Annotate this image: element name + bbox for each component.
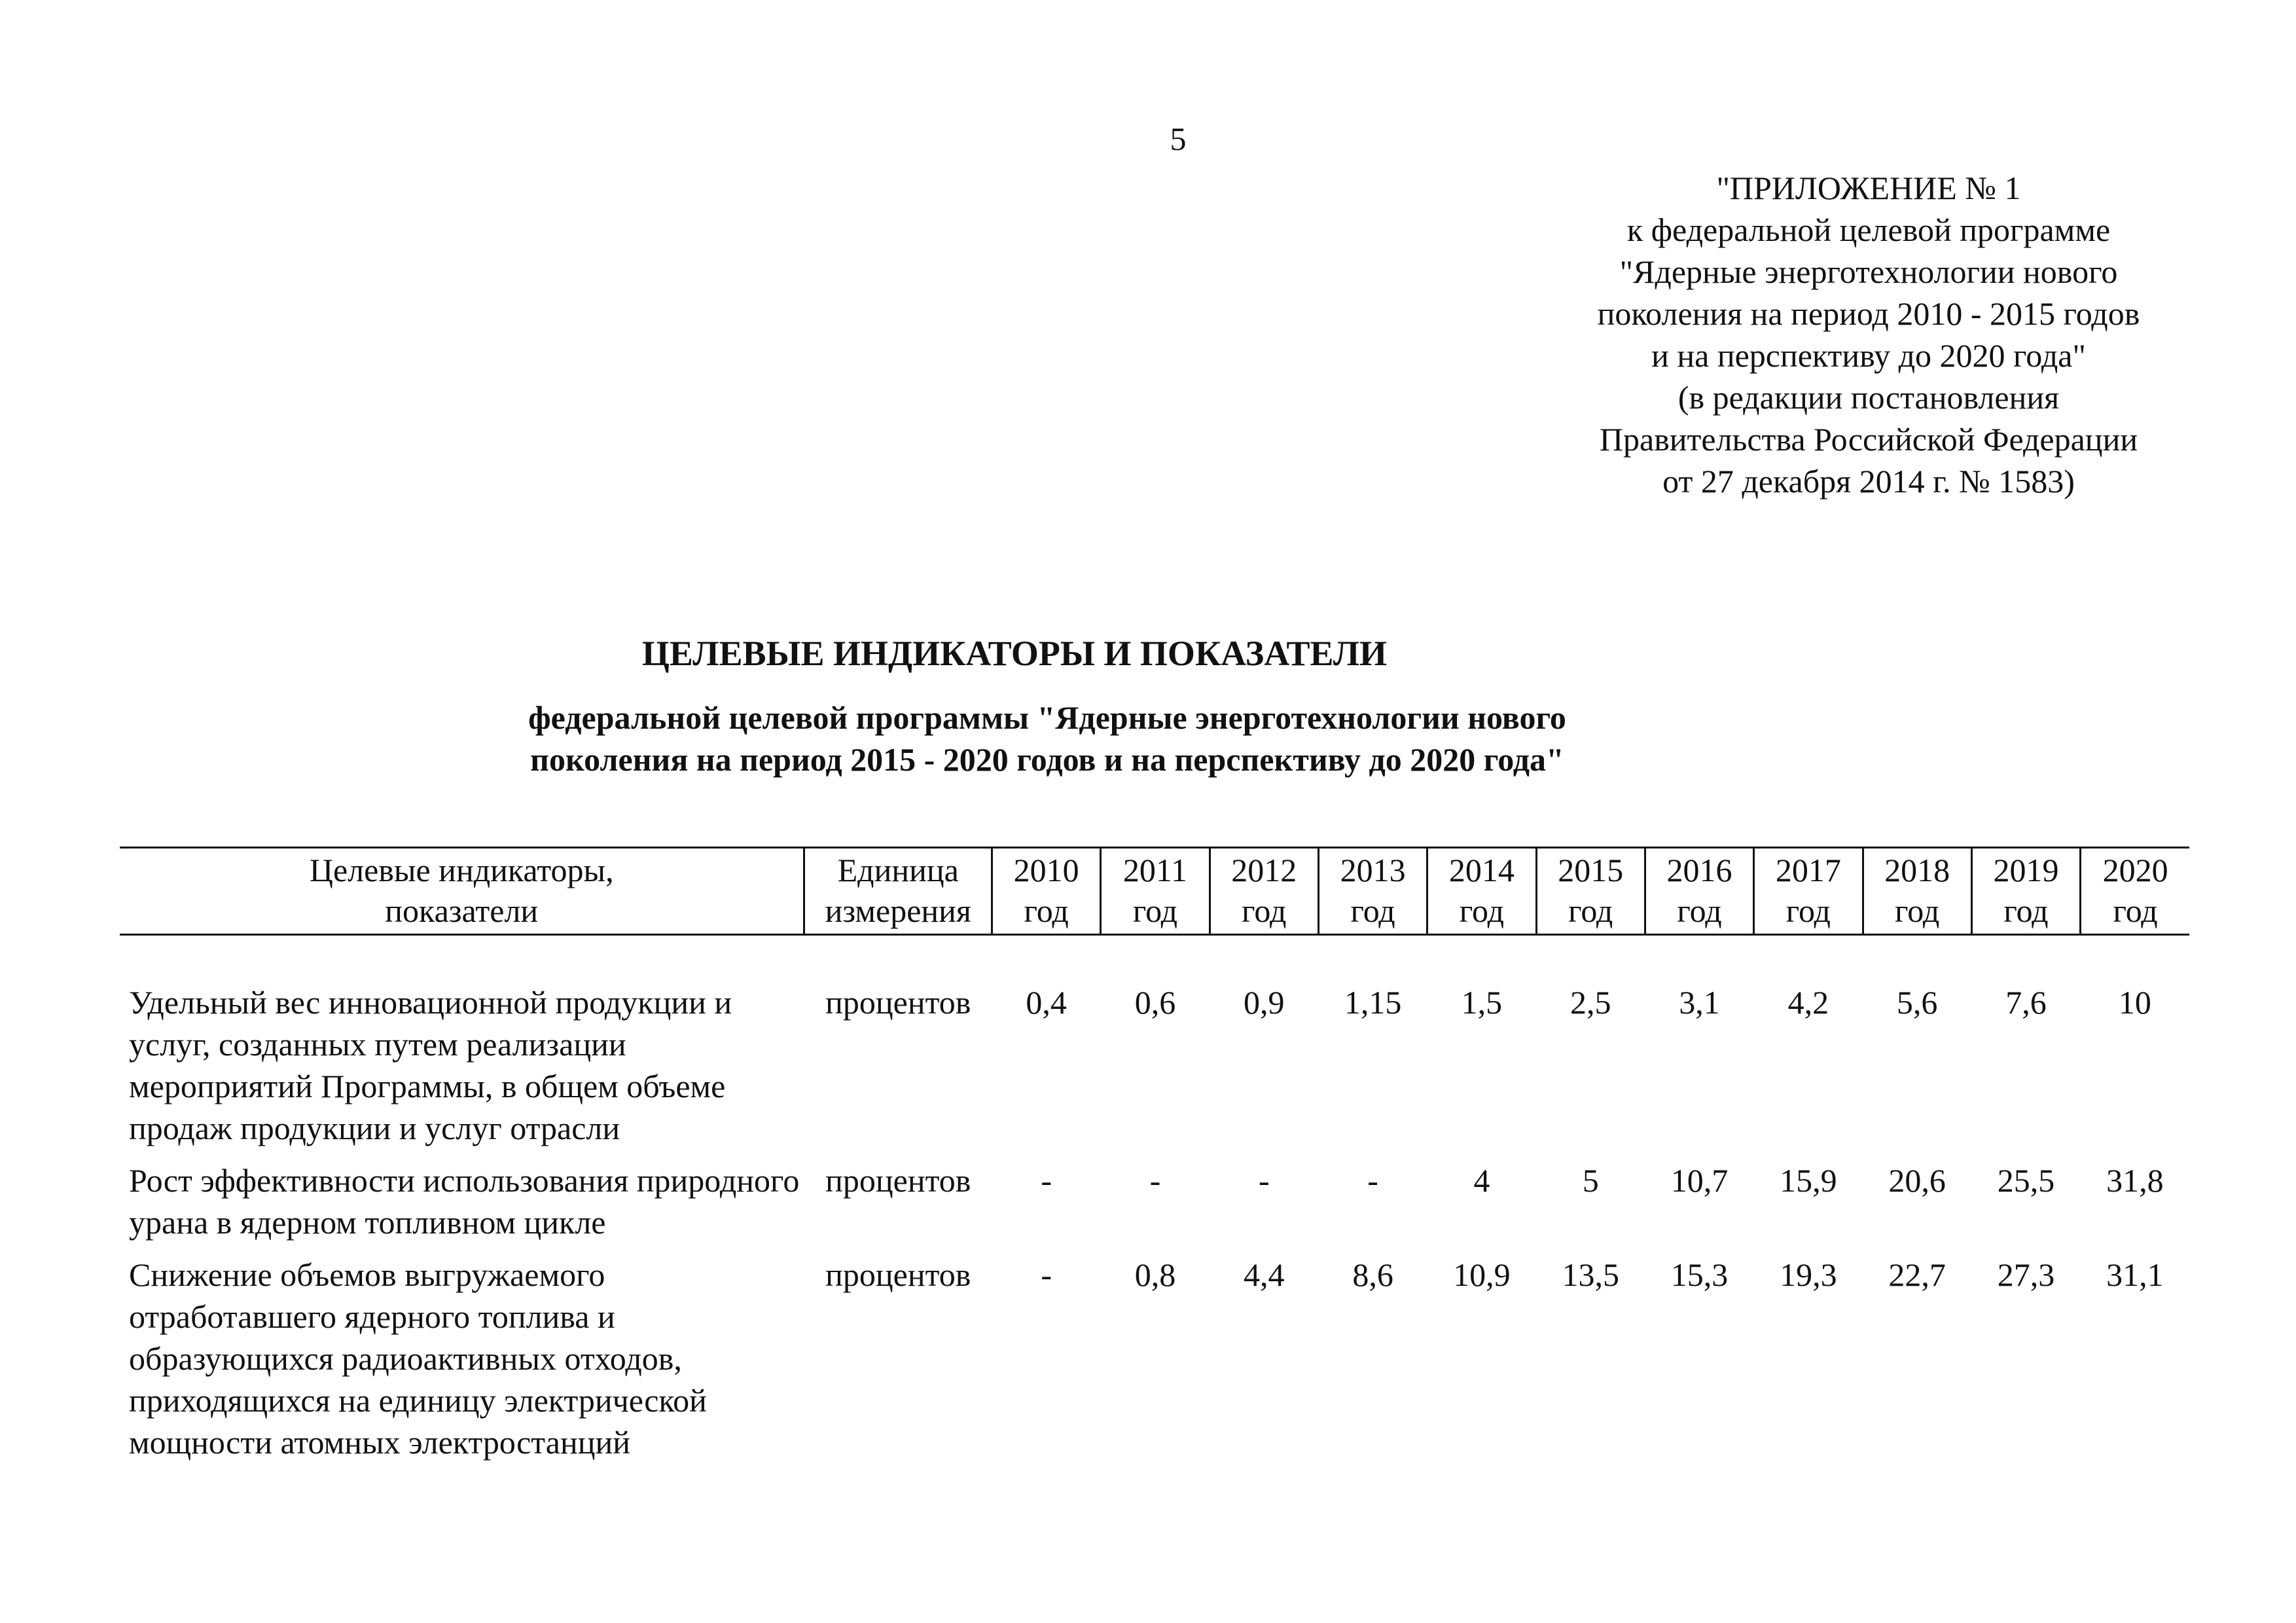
- indicator-value: 22,7: [1888, 1256, 1946, 1293]
- header-year: [2081, 848, 2189, 935]
- header-year-word: год: [2113, 892, 2158, 929]
- indicator-value: 0,9: [1244, 984, 1285, 1021]
- header-unit-line: Единица: [837, 852, 959, 888]
- header-year-number: 2016: [1666, 852, 1732, 888]
- header-year-number: 2015: [1558, 852, 1624, 888]
- indicator-unit: процентов: [825, 984, 971, 1021]
- appendix-reference-block: [1525, 167, 2212, 502]
- header-year-word: год: [2003, 892, 2049, 929]
- header-year-number: 2018: [1884, 852, 1950, 888]
- header-indicator-line: Целевые индикаторы,: [309, 852, 614, 888]
- indicator-value: 5: [1582, 1162, 1599, 1199]
- header-year: [1210, 848, 1318, 935]
- appendix-line: и на перспективу до 2020 года": [1651, 337, 2086, 374]
- document-subtitle: [425, 697, 1669, 780]
- indicator-value: 4: [1473, 1162, 1490, 1199]
- document-title: ЦЕЛЕВЫЕ ИНДИКАТОРЫ И ПОКАЗАТЕЛИ: [641, 634, 1388, 673]
- appendix-line: от 27 декабря 2014 г. № 1583): [1662, 463, 2075, 500]
- header-unit-line: измерения: [825, 892, 971, 929]
- header-year-word: год: [1350, 892, 1395, 929]
- indicator-value: 3,1: [1679, 984, 1720, 1021]
- indicator-value: 8,6: [1352, 1256, 1393, 1293]
- indicator-value: -: [1149, 1162, 1161, 1199]
- indicator-value: 15,9: [1780, 1162, 1837, 1199]
- table-row: [120, 1254, 2189, 1474]
- header-indicator: [120, 848, 804, 935]
- indicator-value: 10,9: [1453, 1256, 1511, 1293]
- indicator-value: -: [1041, 1256, 1052, 1293]
- appendix-line: (в редакции постановления: [1677, 379, 2060, 416]
- header-year-number: 2011: [1122, 852, 1188, 888]
- indicator-name: Удельный вес инновационной продукции и услуг, созданных путем реализации мероприятий Программы, в общем объеме продаж продукции и услуг отрасли: [129, 984, 732, 1146]
- header-year-number: 2020: [2102, 852, 2168, 888]
- indicator-value: 4,2: [1787, 984, 1829, 1021]
- header-year-word: год: [1242, 892, 1287, 929]
- header-year: [1863, 848, 1971, 935]
- indicator-value: 13,5: [1562, 1256, 1619, 1293]
- appendix-line: "Ядерные энерготехнологии нового: [1619, 253, 2118, 290]
- indicator-unit: процентов: [825, 1162, 971, 1199]
- indicator-name: Снижение объемов выгружаемого отработавшего ядерного топлива и образующихся радиоактивных отходов, приходящихся на единицу электрической мощности атомных электростанций: [129, 1256, 707, 1461]
- header-year: [1101, 848, 1210, 935]
- header-indicator-line: показатели: [385, 892, 539, 929]
- indicator-value: 27,3: [1997, 1256, 2055, 1293]
- indicator-value: 31,8: [2106, 1162, 2164, 1199]
- indicator-value: 7,6: [2005, 984, 2047, 1021]
- header-year-word: год: [1895, 892, 1940, 929]
- table-header: [120, 848, 2189, 982]
- header-year: [1645, 848, 1753, 935]
- indicator-value: 5,6: [1896, 984, 1938, 1021]
- indicator-value: 15,3: [1670, 1256, 1729, 1293]
- appendix-line: Правительства Российской Федерации: [1599, 421, 2138, 458]
- indicator-value: 10: [2118, 984, 2151, 1021]
- indicator-value: 2,5: [1570, 984, 1611, 1021]
- appendix-line: поколения на период 2010 - 2015 годов: [1597, 295, 2140, 332]
- header-year: [1427, 848, 1536, 935]
- indicator-value: 1,5: [1461, 984, 1503, 1021]
- indicator-value: -: [1367, 1162, 1378, 1199]
- appendix-line: к федеральной целевой программе: [1626, 211, 2111, 248]
- indicator-value: 0,4: [1026, 984, 1067, 1021]
- header-unit: [804, 848, 992, 935]
- header-year-word: год: [1459, 892, 1505, 929]
- indicator-value: 31,1: [2106, 1256, 2164, 1293]
- indicator-value: -: [1041, 1162, 1052, 1199]
- header-year: [1971, 848, 2080, 935]
- indicator-unit: процентов: [825, 1256, 971, 1293]
- header-year: [1536, 848, 1645, 935]
- header-year-number: 2012: [1231, 852, 1297, 888]
- indicator-value: 0,8: [1134, 1256, 1176, 1293]
- subtitle-line: поколения на период 2015 - 2020 годов и на перспективу до 2020 года": [530, 741, 1564, 778]
- subtitle-line: федеральной целевой программы "Ядерные энерготехнологии нового: [528, 699, 1566, 736]
- indicator-value: 10,7: [1670, 1162, 1729, 1199]
- header-year-word: год: [1024, 892, 1069, 929]
- header-year: [992, 848, 1101, 935]
- header-year-number: 2019: [1993, 852, 2059, 888]
- header-year-word: год: [1677, 892, 1722, 929]
- indicator-value: 19,3: [1780, 1256, 1837, 1293]
- header-year: [1318, 848, 1427, 935]
- indicator-value: 1,15: [1344, 984, 1402, 1021]
- header-year-number: 2010: [1013, 852, 1079, 888]
- indicator-value: 20,6: [1888, 1162, 1946, 1199]
- header-year-word: год: [1132, 892, 1178, 929]
- table-body: [120, 981, 2189, 1474]
- indicator-value: 25,5: [1997, 1162, 2055, 1199]
- header-year-number: 2017: [1775, 852, 1841, 888]
- indicator-value: 4,4: [1244, 1256, 1285, 1293]
- table-row: [120, 1159, 2189, 1254]
- indicators-table: [120, 847, 2189, 1474]
- indicator-value: 0,6: [1134, 984, 1176, 1021]
- header-year: [1754, 848, 1863, 935]
- header-year-number: 2014: [1448, 852, 1515, 888]
- indicator-value: -: [1258, 1162, 1270, 1199]
- header-year-word: год: [1785, 892, 1831, 929]
- header-year-word: год: [1568, 892, 1613, 929]
- header-year-number: 2013: [1340, 852, 1406, 888]
- indicator-name: Рост эффективности использования природного урана в ядерном топливном цикле: [129, 1162, 800, 1241]
- appendix-line: "ПРИЛОЖЕНИЕ № 1: [1716, 170, 2021, 206]
- table-row: [120, 981, 2189, 1159]
- page-number: 5: [1170, 120, 1187, 157]
